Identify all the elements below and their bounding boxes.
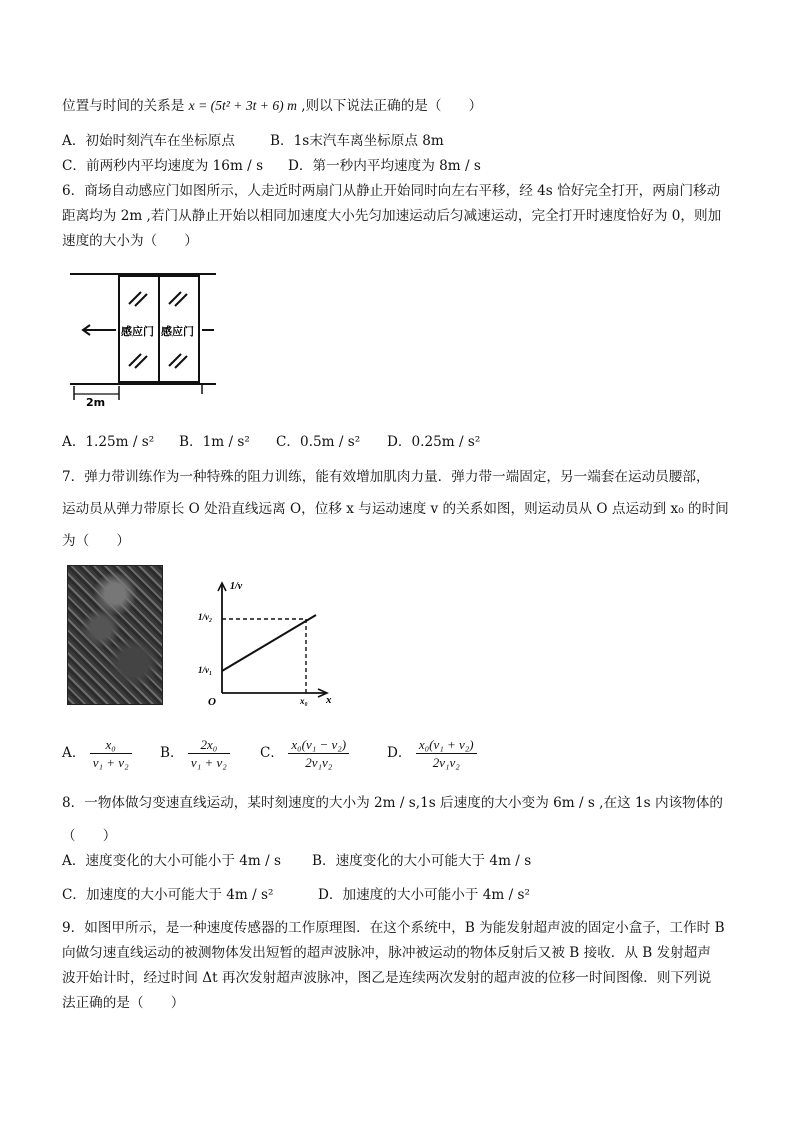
- q7-option-c-numerator: x₀(v₁ − v₂): [288, 736, 349, 754]
- q6-line-2: 距离均为 2m ,若门从静止开始以相同加速度大小先匀加速运动后匀减速运动，完全打开时速度恰好为 0，则加: [62, 208, 722, 224]
- q5-option-b[interactable]: B．1s末汽车离坐标原点 8m: [270, 133, 444, 149]
- door-left-label: 感应门: [121, 325, 154, 338]
- q6-door-figure: [66, 268, 226, 410]
- graph-line: [222, 615, 316, 671]
- q6-option-b[interactable]: B．1m / s²: [179, 434, 250, 450]
- q7-option-b-denominator: v₁ + v₂: [190, 755, 227, 770]
- q7-graph: [200, 575, 340, 707]
- q6-line-3: 速度的大小为（ ）: [62, 233, 198, 249]
- q7-option-b-letter: B．: [160, 745, 184, 761]
- q7-option-d-letter: D．: [387, 745, 412, 761]
- origin-label: O: [208, 696, 216, 708]
- q7-option-b-numerator: 2x₀: [188, 736, 230, 754]
- y-tick-bottom: 1/v₁: [198, 665, 213, 675]
- q9-line-2: 向做匀速直线运动的被测物体发出短暂的超声波脉冲，脉冲被运动的物体反射后又被 B 接收．从 B 发射超声: [62, 945, 711, 961]
- distance-label: 2m: [86, 396, 106, 409]
- q7-option-d[interactable]: [387, 730, 477, 776]
- q5-stem-after: ,则以下说法正确的是（ ）: [296, 98, 483, 114]
- q5-formula: x = (5t² + 3t + 6) m: [188, 98, 297, 113]
- q6-option-c[interactable]: C．0.5m / s²: [276, 434, 361, 450]
- q7-option-c-letter: C．: [260, 745, 284, 761]
- q5-option-a[interactable]: A．初始时刻汽车在坐标原点: [62, 133, 235, 149]
- q7-option-a-denominator: v₁ + v₂: [92, 755, 129, 770]
- q7-line-1: 7．弹力带训练作为一种特殊的阻力训练，能有效增加肌肉力量．弹力带一端固定，另一端套在运动员腰部，: [62, 469, 710, 485]
- q8-option-a[interactable]: A．速度变化的大小可能小于 4m / s: [62, 853, 281, 869]
- q8-option-c[interactable]: C．加速度的大小可能大于 4m / s²: [62, 887, 274, 903]
- q5-stem: [62, 96, 482, 116]
- q8-option-d[interactable]: D．加速度的大小可能小于 4m / s²: [318, 887, 530, 903]
- door-right-label: 感应门: [161, 325, 194, 338]
- q7-option-a-letter: A．: [62, 745, 86, 761]
- q7-option-d-denominator: 2v₁v₂: [432, 755, 460, 770]
- y-axis-label: 1/v: [230, 581, 243, 592]
- q7-option-d-numerator: x₀(v₁ + v₂): [416, 736, 477, 754]
- q6-option-d[interactable]: D．0.25m / s²: [387, 434, 481, 450]
- q5-option-c[interactable]: C．前两秒内平均速度为 16m / s: [62, 158, 264, 174]
- q9-line-3: 波开始计时，经过时间 Δt 再次发射超声波脉冲，图乙是连续两次发射的超声波的位移一时间图像．则下列说: [62, 970, 712, 986]
- q5-stem-before: 位置与时间的关系是: [62, 98, 189, 114]
- q5-option-d[interactable]: D．第一秒内平均速度为 8m / s: [288, 158, 481, 174]
- x-tick: x₀: [300, 696, 308, 706]
- athlete-photo: [67, 565, 163, 705]
- q8-line-2: （ ）: [62, 828, 117, 844]
- q7-option-c[interactable]: [260, 730, 349, 776]
- q7-line-3: 为（ ）: [62, 533, 130, 549]
- x-axis-label: x: [326, 694, 332, 706]
- y-tick-top: 1/v₂: [198, 612, 213, 622]
- q7-option-c-denominator: 2v₁v₂: [305, 755, 333, 770]
- q6-line-1: 6．商场自动感应门如图所示，人走近时两扇门从静止开始同时向左右平移，经 4s 恰好完全打开，两扇门移动: [62, 183, 721, 199]
- q6-option-a[interactable]: A．1.25m / s²: [62, 434, 155, 450]
- q8-option-b[interactable]: B．速度变化的大小可能大于 4m / s: [312, 853, 532, 869]
- q8-line-1: 8．一物体做匀变速直线运动，某时刻速度的大小为 2m / s,1s 后速度的大小变为 6m / s ,在这 1s 内该物体的: [62, 795, 723, 811]
- q9-line-4: 法正确的是（ ）: [62, 995, 185, 1011]
- q9-line-1: 9．如图甲所示，是一种速度传感器的工作原理图．在这个系统中，B 为能发射超声波的固定小盒子，工作时 B: [62, 920, 725, 936]
- q7-option-a-numerator: x₀: [90, 736, 132, 754]
- q7-option-b[interactable]: [160, 730, 230, 776]
- q7-option-a[interactable]: [62, 730, 132, 776]
- q7-line-2: 运动员从弹力带原长 O 处沿直线远离 O，位移 x 与运动速度 v 的关系如图，则运动员从 O 点运动到 x₀ 的时间: [62, 501, 729, 517]
